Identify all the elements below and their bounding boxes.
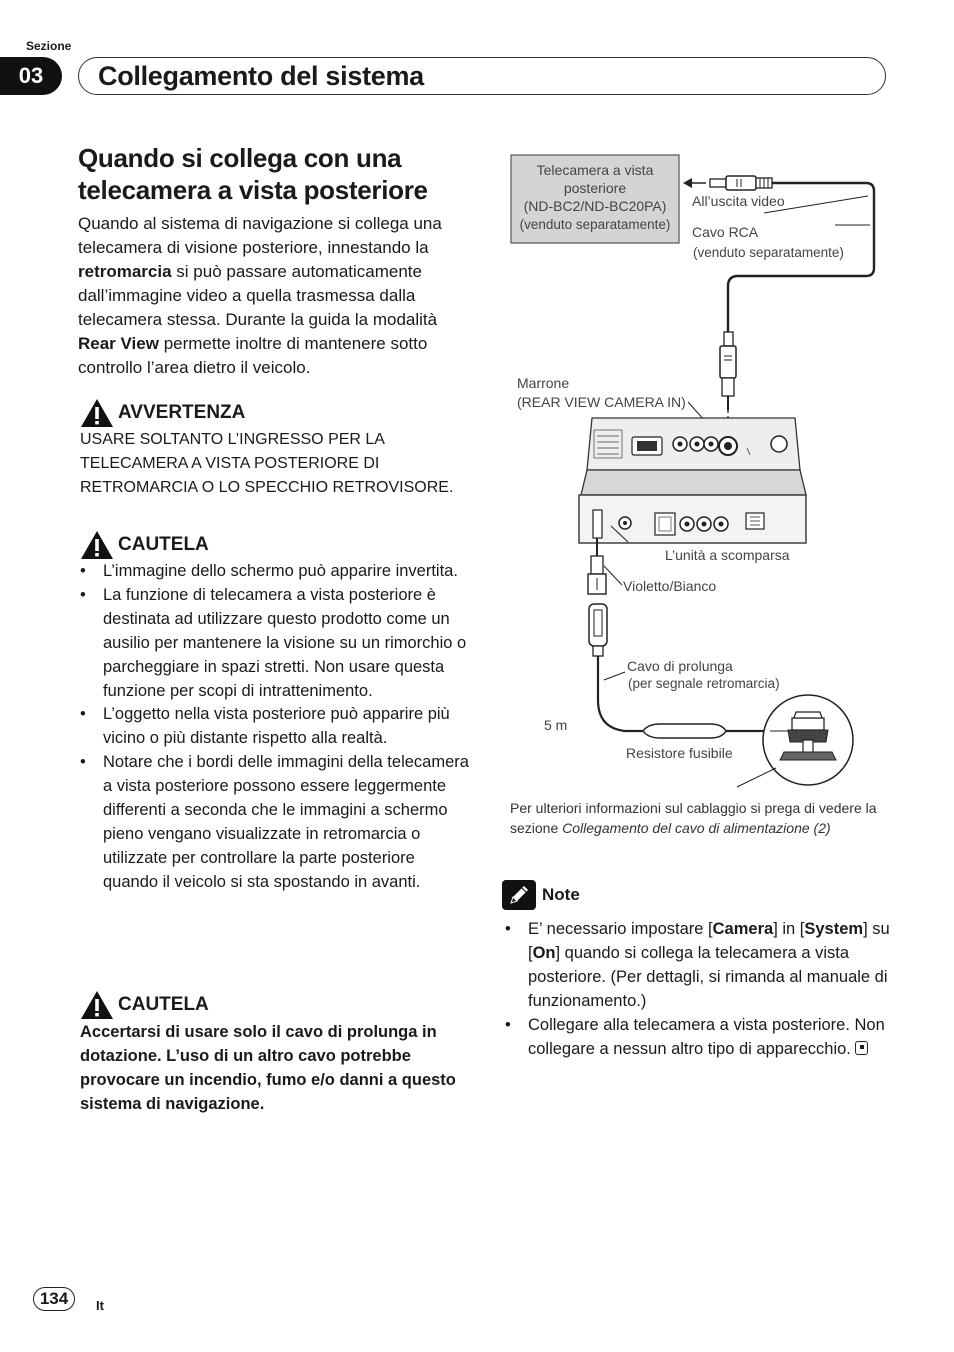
video-output-label: All’uscita video — [692, 193, 785, 209]
intro-bold-rear-view: Rear View — [78, 334, 159, 353]
list-item: • Notare che i bordi delle immagini della telecamera a vista posteriore possono essere leggermente differenti a seconda che le immagini a schermo pieno vengano visualizzate in retromarcia o utilizzate per controllare la parte posteriore quando il veicolo si sta spostando in avanti. — [80, 751, 470, 894]
note-header — [502, 880, 580, 910]
list-item: • E’ necessario impostare [Camera] in [System] su [On] quando si collega la telecamera a vista posteriore. (Per dettagli, si rimanda al manuale di funzionamento.) — [505, 918, 890, 1014]
violet-white-connector — [588, 538, 606, 594]
caution-title: CAUTELA — [118, 534, 209, 555]
end-of-section-icon — [855, 1041, 868, 1055]
rca-cable-label: Cavo RCA — [692, 224, 759, 240]
list-item: • L’oggetto nella vista posteriore può apparire più vicino o più distante rispetto alla realtà. — [80, 703, 470, 751]
rca-plug-top — [710, 176, 772, 190]
section-label: Sezione — [26, 39, 72, 53]
language-code: It — [96, 1298, 104, 1313]
extension-cable-label: Cavo di prolunga — [627, 658, 733, 674]
caution-title: CAUTELA — [118, 994, 209, 1015]
warning-block — [80, 398, 470, 500]
caution-list — [80, 560, 470, 895]
camera-label-line2: posteriore — [563, 180, 627, 196]
fuse-resistor-label: Resistore fusibile — [626, 745, 733, 761]
violet-white-label: Violetto/Bianco — [623, 578, 717, 594]
fuse-resistor — [643, 724, 726, 738]
note-title: Note — [542, 885, 580, 904]
rca-sold-label: (venduto separatamente) — [693, 245, 844, 260]
caution-icon — [80, 990, 114, 1020]
rca-plug-vertical — [720, 332, 736, 410]
list-item: • Collegare alla telecamera a vista posteriore. Non collegare a nessun altro tipo di apparecchio. — [505, 1014, 890, 1062]
warning-title: AVVERTENZA — [118, 402, 246, 423]
caution-block-2 — [80, 990, 470, 1116]
warning-text: USARE SOLTANTO L’INGRESSO PER LA TELECAMERA A VISTA POSTERIORE DI RETROMARCIA O LO SPECCHIO RETROVISORE. — [80, 431, 454, 496]
hideaway-unit-label: L’unità a scomparsa — [665, 547, 790, 563]
note-pencil-icon — [502, 880, 536, 910]
length-label: 5 m — [544, 717, 568, 733]
intro-bold-retromarcia: retromarcia — [78, 262, 172, 281]
warning-icon — [80, 398, 114, 428]
rear-view-in-label: (REAR VIEW CAMERA IN) — [517, 394, 686, 410]
caution-text: Accertarsi di usare solo il cavo di prolunga in dotazione. L’uso di un altro cavo potrebbe provocare un incendio, fumo e/o danni a questo sistema di navigazione. — [80, 1023, 456, 1113]
camera-label-line1: Telecamera a vista — [536, 162, 654, 178]
caution-block-1 — [80, 530, 470, 895]
wiring-reference-note: Per ulteriori informazioni sul cablaggio si prega di vedere la sezione Collegamento del cavo di alimentazione (2) — [510, 800, 877, 836]
section-number-badge: 03 — [0, 57, 62, 95]
hideaway-unit — [579, 418, 806, 543]
wiring-diagram — [500, 150, 900, 800]
camera-label-line4: (venduto separatamente) — [519, 217, 671, 232]
extension-note-label: (per segnale retromarcia) — [628, 676, 780, 691]
intro-paragraph: Quando al sistema di navigazione si collega una telecamera di visione posteriore, innestando la retromarcia si può passare automaticamente dall’immagine video a quella trasmessa dalla telecamera stessa. Durante la guida la modalità Rear View permette inoltre di mantenere sotto controllo l’area dietro il veicolo. — [78, 214, 442, 377]
list-item: • La funzione di telecamera a vista posteriore è destinata ad utilizzare questo prodotto come un ausilio per mantenere la visione su un rimorchio o parcheggiare in spazi stretti. Non usare questa funzione per scopi di intrattenimento. — [80, 584, 470, 704]
camera-label-line3: (ND-BC2/ND-BC20PA) — [523, 198, 667, 214]
list-item: • L’immagine dello schermo può apparire invertita. — [80, 560, 470, 584]
reference-section-link: Collegamento del cavo di alimentazione (2) — [562, 820, 831, 836]
extension-connector — [589, 604, 607, 656]
fuse-detail-circle — [737, 695, 853, 787]
brown-label: Marrone — [517, 375, 570, 391]
page-number: 134 — [33, 1287, 75, 1311]
note-list — [505, 918, 890, 1061]
page-heading: Quando si collega con una telecamera a vista posteriore — [78, 143, 428, 205]
caution-icon — [80, 530, 114, 560]
section-title: Collegamento del sistema — [98, 61, 424, 91]
